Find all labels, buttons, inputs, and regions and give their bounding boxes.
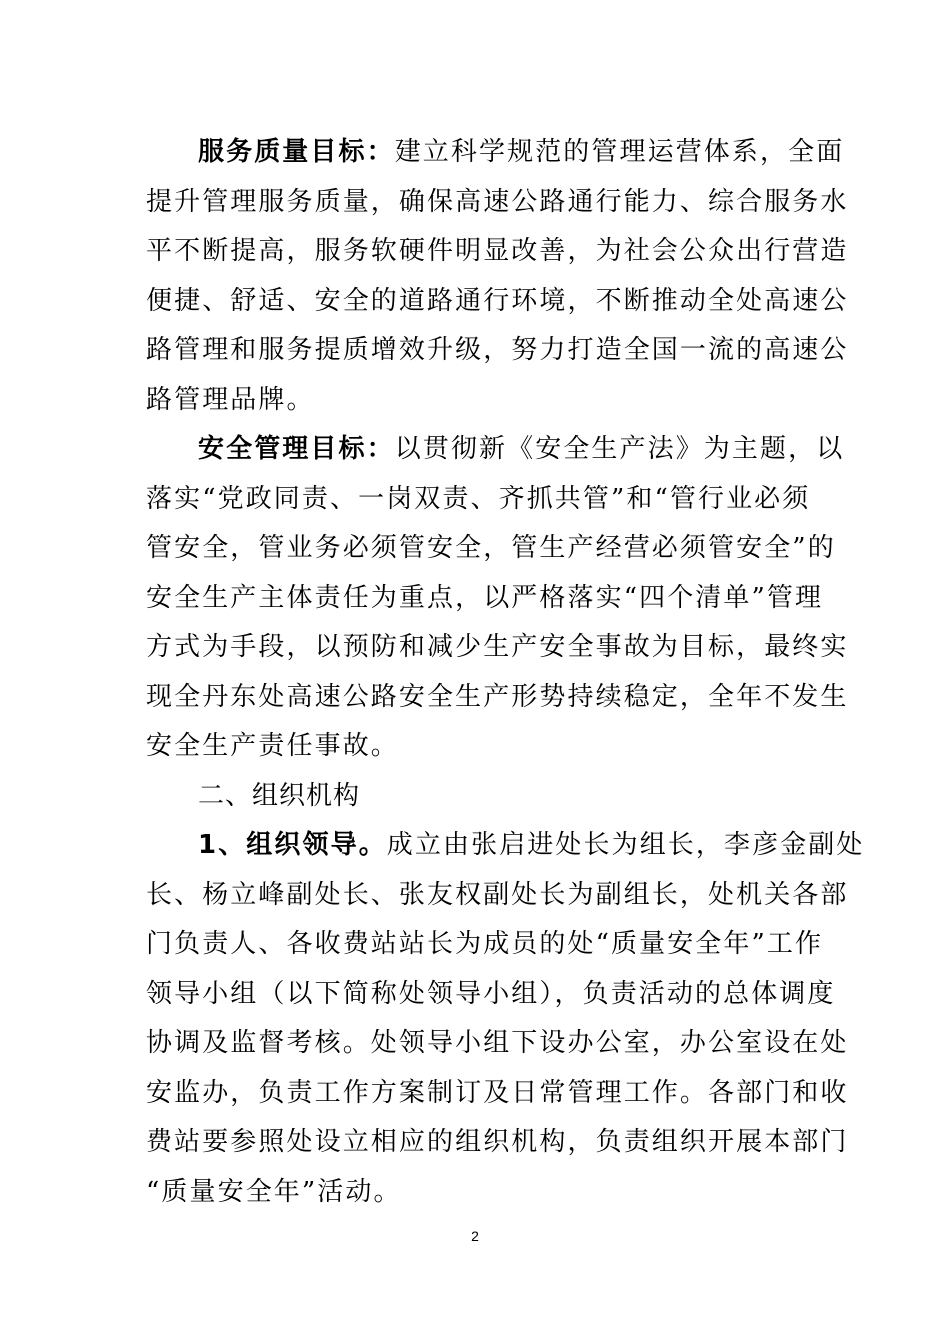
text-span: 建立科学规范的管理运营体系，全面 <box>394 137 845 167</box>
paragraph-safety-management-line-1 <box>146 425 845 475</box>
section-heading: 二、组织机构 <box>198 780 361 811</box>
paragraph-line: 管安全，管业务必须管安全，管生产经营必须管安全”的 <box>146 533 836 563</box>
paragraph-line: 门负责人、各收费站站长为成员的处“质量安全年”工作 <box>146 929 824 959</box>
text-span: 成立由张启进处长为组长，李彦金副处 <box>386 830 865 860</box>
paragraph-line: 现全丹东处高速公路安全生产形势持续稳定，全年不发生 <box>146 681 849 712</box>
paragraph-line: 便捷、舒适、安全的道路通行环境，不断推动全处高速公 <box>146 285 849 316</box>
paragraph-line: “质量安全年”活动。 <box>146 1176 402 1207</box>
paragraph-organization-line-1 <box>146 821 865 871</box>
paragraph-line: 协调及监督考核。处领导小组下设办公室，办公室设在处 <box>146 1028 849 1058</box>
body-text <box>146 128 865 1217</box>
paragraph-line: 长、杨立峰副处长、张友权副处长为副组长，处机关各部 <box>146 879 849 910</box>
paragraph-line: 路管理和服务提质增效升级，努力打造全国一流的高速公 <box>146 335 849 365</box>
text-span: 以贯彻新《安全生产法》为主题，以 <box>394 434 845 464</box>
paragraph-line: 安全生产责任事故。 <box>146 731 399 761</box>
paragraph-service-quality-line-1 <box>146 128 845 178</box>
organization-label: 1、组织领导。 <box>198 830 387 860</box>
paragraph-line: 路管理品牌。 <box>146 384 315 415</box>
paragraph-line: 提升管理服务质量，确保高速公路通行能力、综合服务水 <box>146 186 849 217</box>
safety-management-label: 安全管理目标： <box>198 434 395 464</box>
paragraph-line: 领导小组（以下简称处领导小组），负责活动的总体调度 <box>146 978 836 1009</box>
paragraph-line: 费站要参照处设立相应的组织机构，负责组织开展本部门 <box>146 1127 849 1157</box>
page-number: 2 <box>471 1228 479 1244</box>
paragraph-line: 安全生产主体责任为重点，以严格落实“四个清单”管理 <box>146 582 824 613</box>
paragraph-line: 落实“党政同责、一岗双责、齐抓共管”和“管行业必须 <box>146 483 811 514</box>
service-quality-label: 服务质量目标： <box>198 137 395 167</box>
paragraph-line: 安监办，负责工作方案制订及日常管理工作。各部门和收 <box>146 1077 849 1108</box>
paragraph-line: 方式为手段，以预防和减少生产安全事故为目标，最终实 <box>146 632 849 662</box>
paragraph-line: 平不断提高，服务软硬件明显改善，为社会公众出行营造 <box>146 236 849 266</box>
